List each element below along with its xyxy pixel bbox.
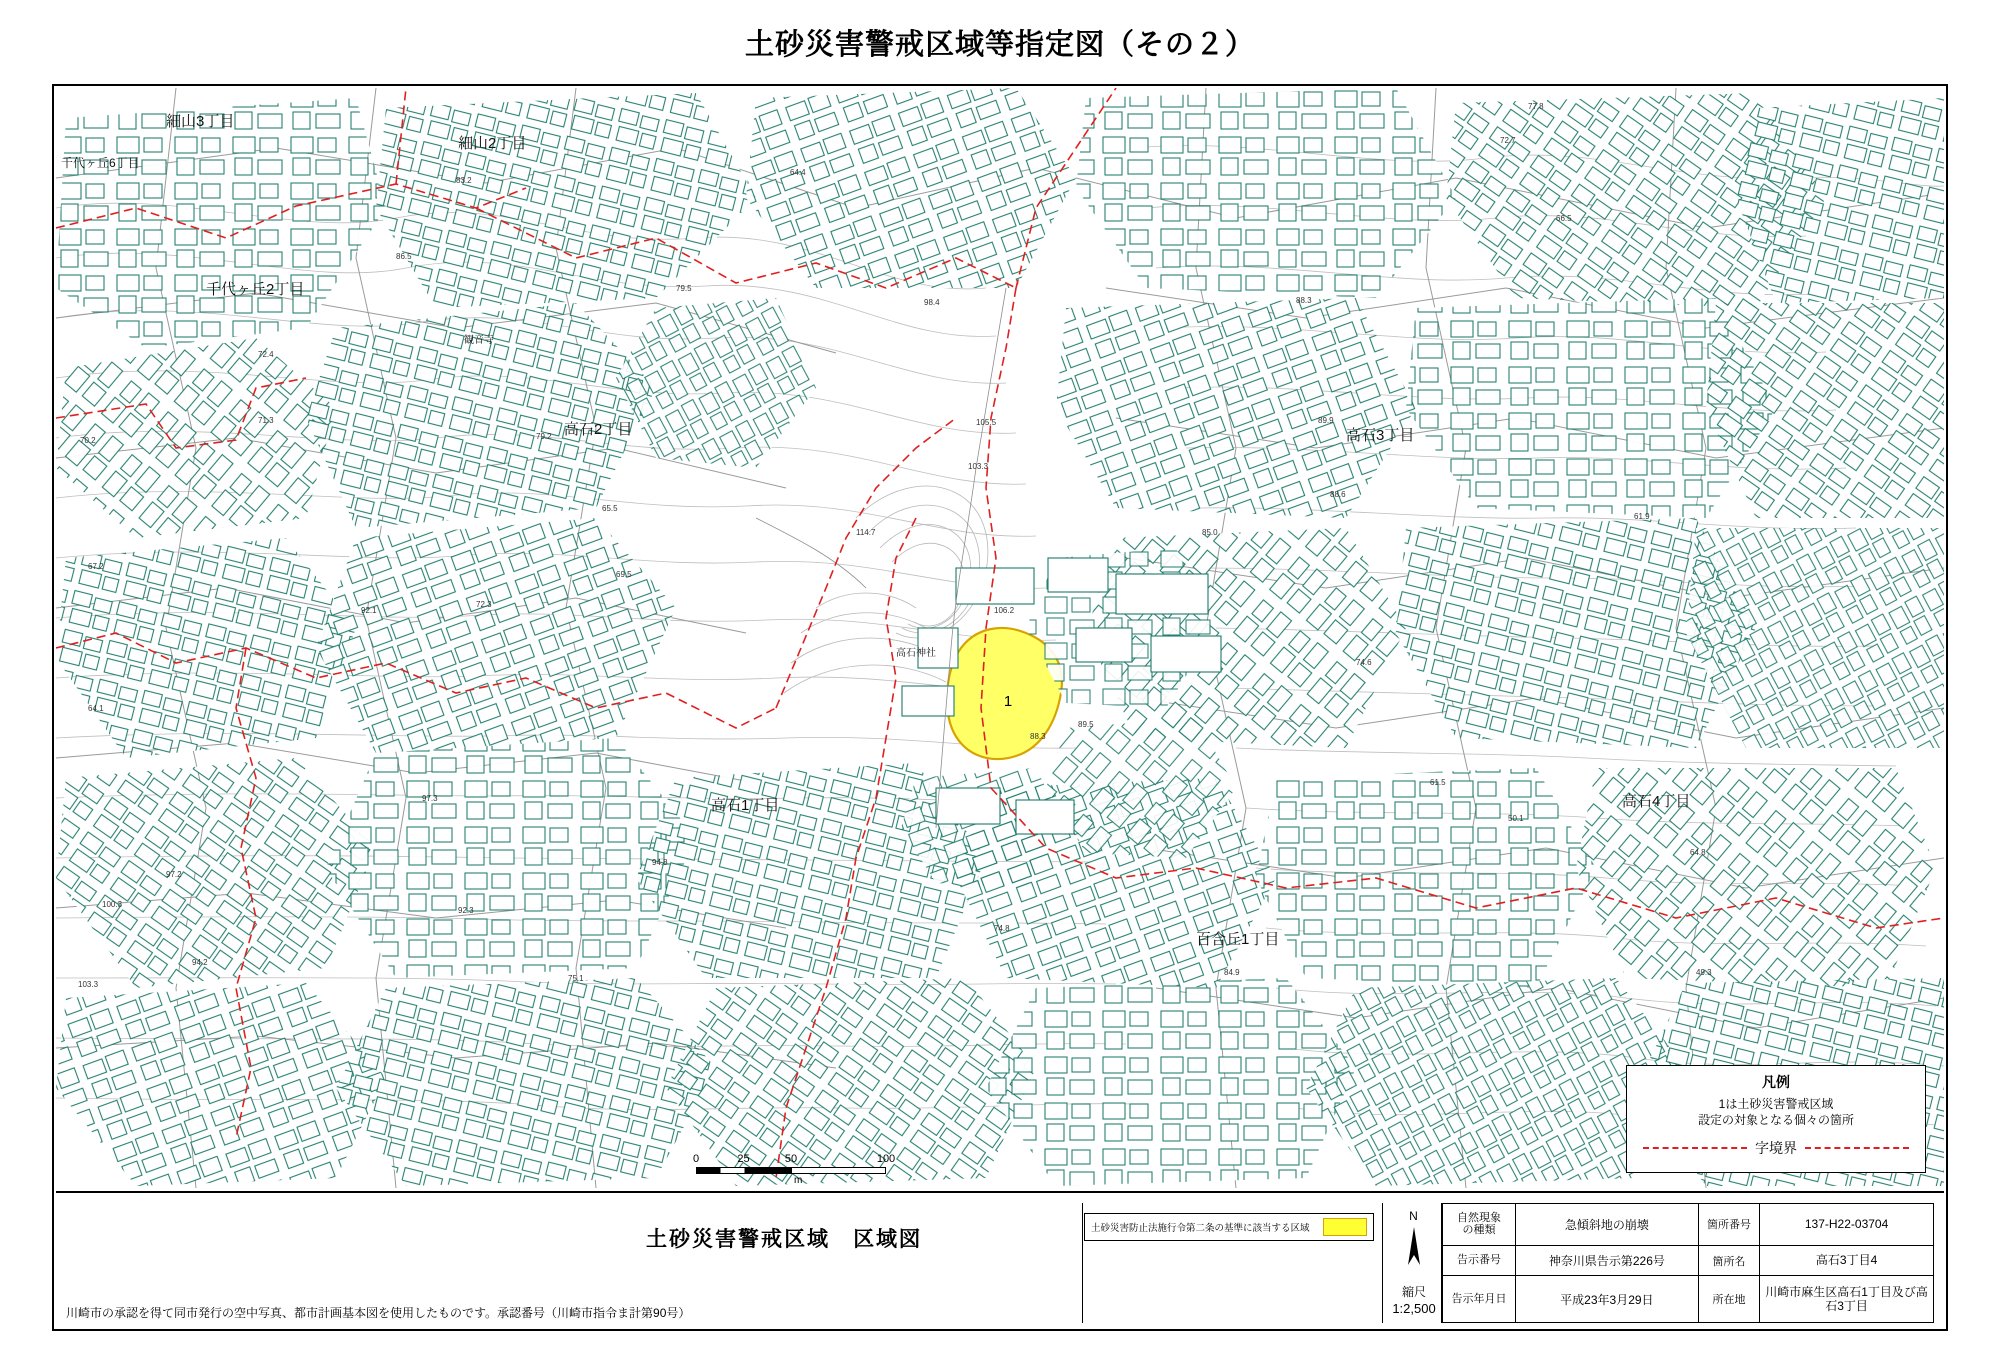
spot-height: 75.1 [568,974,584,983]
place-label: 高石神社 [896,648,936,659]
spot-height: 92.3 [458,906,474,915]
footer-divider [1382,1203,1383,1323]
north-label: N [1409,1209,1418,1223]
spot-height: 79.5 [676,284,692,293]
page-title: 土砂災害警戒区域等指定図（その２） [744,29,1255,61]
spot-height: 97.2 [166,870,182,879]
spot-height: 61.9 [1634,512,1650,521]
map-area[interactable] [56,88,1944,1193]
spot-height: 84.9 [1224,968,1240,977]
spot-height: 103.3 [968,462,989,471]
attr-header: 所在地 [1698,1276,1759,1323]
hazard-area-number: 1 [1003,693,1013,710]
place-label: 千代ヶ丘6丁目 [61,156,140,170]
spot-height: 92.1 [361,606,377,615]
attr-value: 137-H22-03704 [1760,1204,1934,1246]
scale-label: 縮尺 [1401,1285,1426,1299]
place-label: 高石2丁目 [564,421,633,438]
footer-divider [1082,1203,1083,1323]
dashed-line-icon [1643,1147,1747,1149]
spot-height: 94.8 [652,858,668,867]
spot-height: 49.3 [1696,968,1712,977]
legend-note-line1: 1は土砂災害警戒区域 [1718,1097,1834,1111]
table-row [1443,1204,1934,1246]
map-legend-box [1626,1065,1926,1173]
spot-height: 97.3 [422,794,438,803]
spot-height: 88.6 [1330,490,1346,499]
spot-height: 106.2 [994,606,1015,615]
place-label: 観音寺 [464,335,494,346]
spot-height: 72.7 [1500,136,1516,145]
attr-header: 箇所番号 [1698,1204,1759,1246]
spot-height: 103.3 [78,980,99,989]
place-label: 百合丘1丁目 [1196,931,1280,948]
attr-header: 告示番号 [1443,1245,1516,1275]
attr-value: 高石3丁目4 [1760,1245,1934,1275]
map-credit-text: 川崎市の承認を得て同市発行の空中写真、都市計画基本図を使用したものです。承認番号（川崎市指令ま計第90号） [66,1306,691,1320]
place-label: 千代ヶ丘2丁目 [206,281,305,298]
spot-height: 83.2 [456,176,472,185]
spot-height: 88.3 [1296,296,1312,305]
dashed-line-icon [1805,1147,1909,1149]
spot-height: 74.8 [994,924,1010,933]
spot-height: 105.5 [976,418,997,427]
scalebar-tick: 100 [876,1153,896,1165]
attr-header: 箇所名 [1698,1245,1759,1275]
attr-value: 急傾斜地の崩壊 [1515,1204,1698,1246]
scalebar-tick: 25 [737,1153,750,1165]
legend-boundary-row [1635,1138,1917,1158]
spot-height: 114.7 [856,528,876,537]
spot-height: 85.0 [1202,528,1218,537]
spot-height: 89.9 [1318,416,1334,425]
spot-height: 61.5 [1430,778,1446,787]
map-canvas [56,88,1944,1191]
spot-height: 66.5 [1556,214,1572,223]
footer-title: 土砂災害警戒区域 区域図 [646,1228,922,1251]
spot-height: 72.3 [476,600,492,609]
place-label: 細山2丁目 [458,135,527,152]
hazard-area-swatch [1323,1218,1367,1236]
legend-boundary-label: 字境界 [1755,1140,1797,1157]
place-label: 細山3丁目 [166,113,235,130]
spot-height: 100.3 [102,900,123,909]
map-scalebar [692,1153,896,1186]
spot-height: 70.2 [80,436,96,445]
spot-height: 67.2 [88,562,104,571]
spot-height: 86.5 [396,252,412,261]
footer-legend-swatch-box [1084,1213,1374,1241]
spot-height: 64.1 [88,704,104,713]
scalebar-tick: 0 [692,1153,700,1165]
scale-value: 1:2,500 [1392,1301,1436,1316]
scalebar-unit: m [794,1175,803,1186]
spot-height: 94.2 [192,958,208,967]
spot-height: 98.4 [924,298,940,307]
spot-height: 69.5 [616,570,632,579]
spot-height: 65.5 [602,504,618,513]
spot-height: 64.4 [790,168,806,177]
spot-height: 79.2 [536,432,552,441]
scalebar-tick: 50 [784,1153,798,1165]
attr-header-text-2: の種類 [1462,1224,1496,1237]
place-label: 高石1丁目 [711,797,780,814]
footer-swatch-note: 土砂災害防止法施行令第二条の基準に該当する区域 [1091,1223,1310,1234]
table-row [1443,1276,1934,1323]
spot-height: 88.3 [1030,732,1046,741]
attribute-table [1442,1203,1934,1323]
attr-header [1443,1204,1516,1246]
spot-height: 89.5 [1078,720,1094,729]
attr-value: 神奈川県告示第226号 [1515,1245,1698,1275]
spot-height: 74.6 [1356,658,1372,667]
attr-value: 平成23年3月29日 [1515,1276,1698,1323]
table-row [1443,1245,1934,1275]
legend-title: 凡例 [1762,1074,1790,1090]
scalebar-bar [696,1167,886,1174]
spot-height: 77.8 [1528,102,1544,111]
attr-value: 川崎市麻生区高石1丁目及び高石3丁目 [1760,1276,1934,1323]
attr-header-text-1: 自然現象 [1456,1211,1501,1224]
footer-info-strip [56,1195,1944,1329]
legend-note-line2: 設定の対象となる個々の箇所 [1697,1113,1854,1128]
spot-height: 50.1 [1508,814,1524,823]
place-label: 高石4丁目 [1622,793,1691,810]
attr-header: 告示年月日 [1443,1276,1516,1323]
place-label: 高石3丁目 [1346,427,1415,444]
north-arrow-icon [1404,1225,1424,1267]
spot-height: 72.4 [258,350,274,359]
spot-height: 64.8 [1690,848,1706,857]
spot-height: 71.3 [258,416,274,425]
